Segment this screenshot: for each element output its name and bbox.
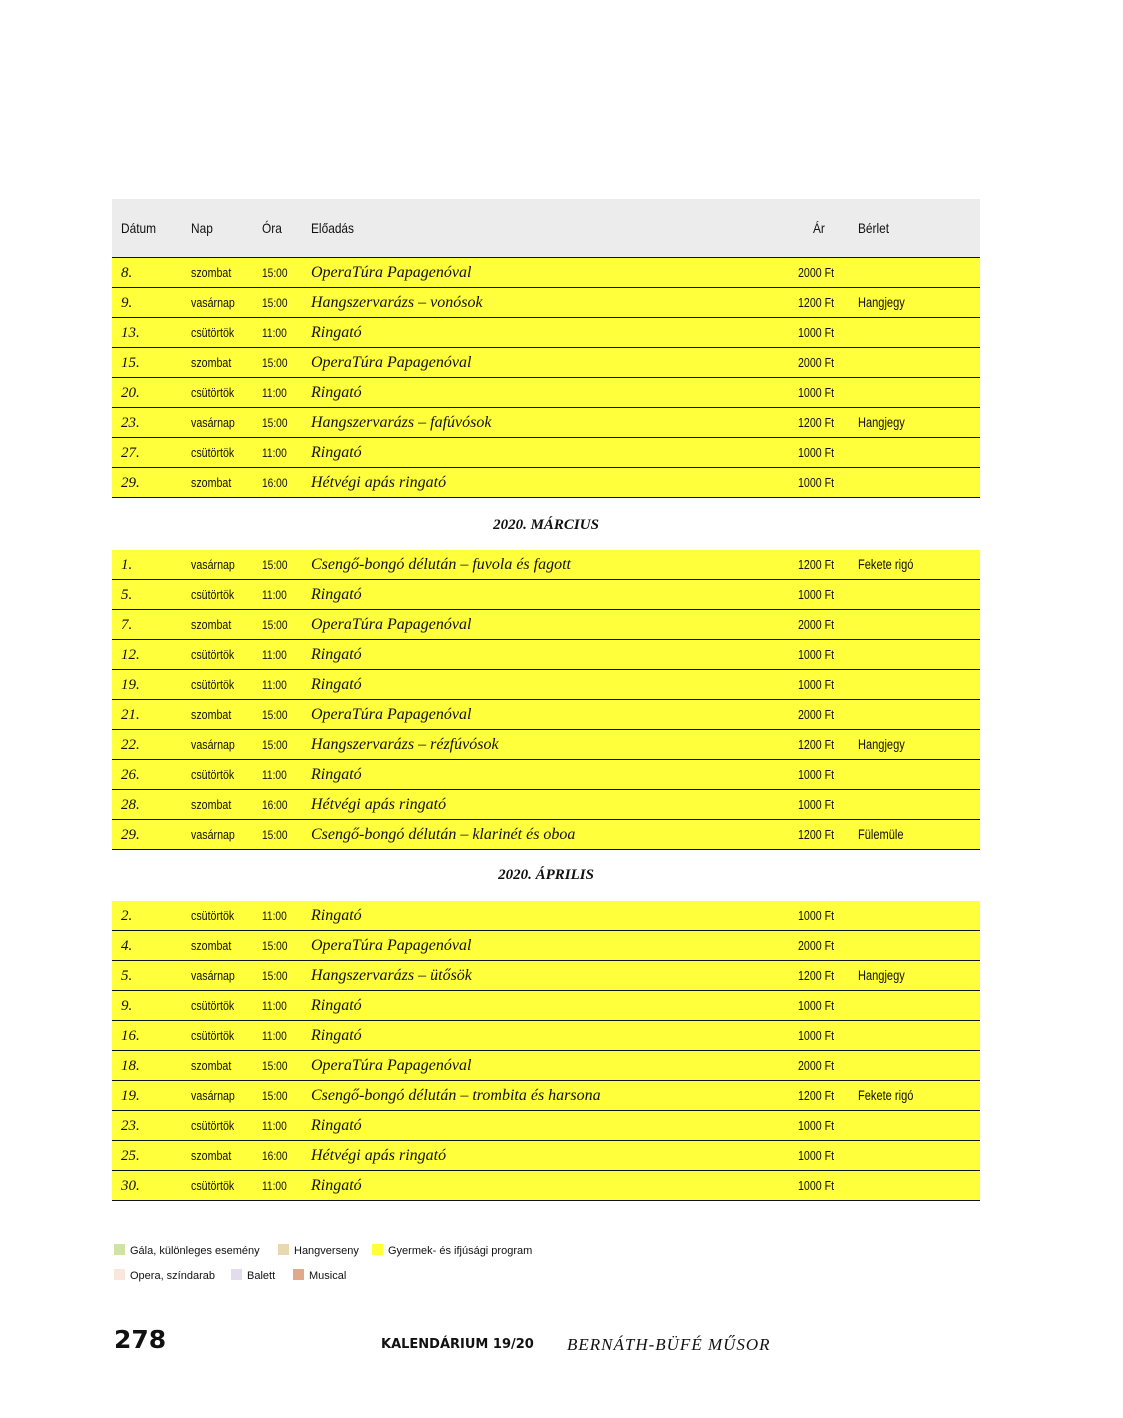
time-cell: 11:00 (262, 1119, 287, 1133)
title-cell: Hangszervarázs – vonósok (311, 294, 483, 311)
table-header (112, 199, 980, 258)
price-cell: 1000 Ft (798, 1029, 835, 1043)
legend-item (293, 1269, 346, 1282)
time-cell: 15:00 (262, 1089, 288, 1103)
time-cell: 11:00 (262, 1179, 287, 1193)
price-cell: 1200 Ft (798, 738, 835, 752)
header-pass: Bérlet (858, 220, 890, 236)
pass-cell: Hangjegy (858, 737, 905, 752)
header-price: Ár (813, 220, 825, 236)
date-cell: 5. (121, 587, 133, 603)
day-cell: vasárnap (191, 557, 235, 572)
title-cell: Ringató (311, 324, 362, 341)
pass-cell: Hangjegy (858, 968, 905, 983)
day-cell: szombat (191, 475, 232, 490)
legend-label: Musical (309, 1270, 347, 1282)
table-row (112, 408, 980, 438)
time-cell: 11:00 (262, 326, 287, 340)
day-cell: csütörtök (191, 1178, 235, 1193)
day-cell: csütörtök (191, 385, 235, 400)
table-row (112, 991, 980, 1021)
time-cell: 11:00 (262, 446, 287, 460)
table-row (112, 931, 980, 961)
day-cell: szombat (191, 707, 232, 722)
price-cell: 1000 Ft (798, 1119, 835, 1133)
day-cell: csütörtök (191, 1118, 235, 1133)
title-cell: Hétvégi apás ringató (311, 796, 447, 813)
day-cell: csütörtök (191, 587, 235, 602)
pass-cell: Hangjegy (858, 415, 905, 430)
price-cell: 1000 Ft (798, 648, 835, 662)
table-row (112, 348, 980, 378)
legend-item (114, 1269, 215, 1282)
title-cell: Ringató (311, 1177, 362, 1194)
table-row (112, 1051, 980, 1081)
date-cell: 27. (121, 445, 140, 461)
time-cell: 15:00 (262, 296, 288, 310)
pass-cell: Fekete rigó (858, 1088, 914, 1103)
table-row (112, 378, 980, 408)
time-cell: 15:00 (262, 356, 288, 370)
date-cell: 9. (121, 998, 133, 1014)
pass-cell: Fülemüle (858, 827, 904, 842)
month-heading-april: 2020. ÁPRILIS (498, 867, 594, 883)
price-cell: 1000 Ft (798, 326, 835, 340)
day-cell: szombat (191, 355, 232, 370)
table-row (112, 1021, 980, 1051)
title-cell: Csengő-bongó délután – klarinét és oboa (311, 826, 576, 843)
title-cell: OperaTúra Papagenóval (311, 354, 472, 371)
header-date: Dátum (121, 220, 157, 236)
time-cell: 16:00 (262, 476, 288, 490)
time-cell: 15:00 (262, 969, 288, 983)
price-cell: 2000 Ft (798, 266, 835, 280)
legend-label: Hangverseny (294, 1245, 359, 1257)
time-cell: 15:00 (262, 558, 288, 572)
title-cell: Hétvégi apás ringató (311, 474, 447, 491)
table-row (112, 700, 980, 730)
time-cell: 11:00 (262, 588, 287, 602)
title-cell: Ringató (311, 676, 362, 693)
date-cell: 13. (121, 325, 140, 341)
publication-name: KALENDÁRIUM 19/20 (381, 1337, 534, 1352)
date-cell: 29. (121, 475, 140, 491)
title-cell: Ringató (311, 586, 362, 603)
date-cell: 5. (121, 968, 133, 984)
header-day: Nap (191, 220, 213, 236)
price-cell: 1000 Ft (798, 1179, 835, 1193)
date-cell: 20. (121, 385, 140, 401)
price-cell: 1000 Ft (798, 588, 835, 602)
day-cell: csütörtök (191, 998, 235, 1013)
legend-swatch-opera (114, 1269, 125, 1280)
table-row (112, 288, 980, 318)
table-row (112, 258, 980, 288)
title-cell: Ringató (311, 997, 362, 1014)
title-cell: Csengő-bongó délután – trombita és harsona (311, 1087, 601, 1104)
title-cell: Ringató (311, 646, 362, 663)
day-cell: csütörtök (191, 1028, 235, 1043)
title-cell: Ringató (311, 444, 362, 461)
price-cell: 2000 Ft (798, 708, 835, 722)
price-cell: 1000 Ft (798, 1149, 835, 1163)
price-cell: 1200 Ft (798, 969, 835, 983)
title-cell: Ringató (311, 766, 362, 783)
day-cell: csütörtök (191, 767, 235, 782)
time-cell: 15:00 (262, 618, 288, 632)
price-cell: 2000 Ft (798, 1059, 835, 1073)
title-cell: Hangszervarázs – fafúvósok (311, 414, 492, 431)
title-cell: Ringató (311, 907, 362, 924)
title-cell: OperaTúra Papagenóval (311, 706, 472, 723)
table-row (112, 901, 980, 931)
legend-swatch-ballet (231, 1269, 242, 1280)
time-cell: 15:00 (262, 1059, 288, 1073)
time-cell: 15:00 (262, 416, 288, 430)
date-cell: 22. (121, 737, 140, 753)
legend-item (372, 1244, 532, 1257)
legend-label: Opera, színdarab (130, 1270, 215, 1282)
table-row (112, 790, 980, 820)
price-cell: 1200 Ft (798, 416, 835, 430)
time-cell: 15:00 (262, 266, 288, 280)
price-cell: 1000 Ft (798, 446, 835, 460)
date-cell: 23. (121, 1118, 140, 1134)
table-row (112, 670, 980, 700)
date-cell: 15. (121, 355, 140, 371)
date-cell: 25. (121, 1148, 140, 1164)
day-cell: vasárnap (191, 295, 235, 310)
schedule-march (112, 550, 980, 850)
day-cell: csütörtök (191, 647, 235, 662)
title-cell: OperaTúra Papagenóval (311, 264, 472, 281)
day-cell: szombat (191, 265, 232, 280)
date-cell: 28. (121, 797, 140, 813)
price-cell: 1200 Ft (798, 558, 835, 572)
legend-label: Gyermek- és ifjúsági program (388, 1245, 533, 1257)
date-cell: 7. (121, 617, 133, 633)
title-cell: Hétvégi apás ringató (311, 1147, 447, 1164)
title-cell: OperaTúra Papagenóval (311, 937, 472, 954)
date-cell: 2. (121, 908, 133, 924)
day-cell: vasárnap (191, 1088, 235, 1103)
table-row (112, 730, 980, 760)
title-cell: Hangszervarázs – ütősök (311, 967, 472, 984)
title-cell: Hangszervarázs – rézfúvósok (311, 736, 499, 753)
legend-label: Gála, különleges esemény (130, 1245, 260, 1257)
price-cell: 2000 Ft (798, 356, 835, 370)
table-row (112, 610, 980, 640)
pass-cell: Fekete rigó (858, 557, 914, 572)
price-cell: 1000 Ft (798, 999, 835, 1013)
section-name: BERNÁTH-BÜFÉ MŰSOR (567, 1335, 771, 1354)
table-row (112, 1111, 980, 1141)
date-cell: 4. (121, 938, 133, 954)
price-cell: 2000 Ft (798, 939, 835, 953)
month-heading-march: 2020. MÁRCIUS (493, 517, 599, 533)
date-cell: 9. (121, 295, 133, 311)
day-cell: vasárnap (191, 737, 235, 752)
date-cell: 19. (121, 1088, 140, 1104)
day-cell: szombat (191, 617, 232, 632)
day-cell: szombat (191, 1058, 232, 1073)
legend-swatch-gala (114, 1244, 125, 1255)
title-cell: OperaTúra Papagenóval (311, 616, 472, 633)
date-cell: 12. (121, 647, 140, 663)
legend-item (114, 1244, 260, 1257)
price-cell: 1000 Ft (798, 909, 835, 923)
time-cell: 11:00 (262, 909, 287, 923)
date-cell: 29. (121, 827, 140, 843)
price-cell: 1000 Ft (798, 678, 835, 692)
table-row (112, 961, 980, 991)
day-cell: csütörtök (191, 677, 235, 692)
pass-cell: Hangjegy (858, 295, 905, 310)
legend-item (278, 1244, 359, 1257)
time-cell: 16:00 (262, 798, 288, 812)
schedule-february (112, 258, 980, 498)
day-cell: szombat (191, 938, 232, 953)
price-cell: 1200 Ft (798, 828, 835, 842)
table-row (112, 640, 980, 670)
day-cell: szombat (191, 797, 232, 812)
legend-swatch-children (372, 1244, 383, 1255)
day-cell: vasárnap (191, 968, 235, 983)
time-cell: 11:00 (262, 768, 287, 782)
date-cell: 30. (121, 1178, 140, 1194)
day-cell: csütörtök (191, 908, 235, 923)
title-cell: Csengő-bongó délután – fuvola és fagott (311, 556, 571, 573)
time-cell: 11:00 (262, 678, 287, 692)
schedule-april (112, 901, 980, 1201)
title-cell: Ringató (311, 384, 362, 401)
time-cell: 15:00 (262, 708, 288, 722)
time-cell: 15:00 (262, 939, 288, 953)
price-cell: 1000 Ft (798, 476, 835, 490)
price-cell: 2000 Ft (798, 618, 835, 632)
price-cell: 1000 Ft (798, 386, 835, 400)
table-row (112, 820, 980, 850)
table-row (112, 550, 980, 580)
day-cell: csütörtök (191, 325, 235, 340)
title-cell: Ringató (311, 1027, 362, 1044)
price-cell: 1200 Ft (798, 1089, 835, 1103)
date-cell: 23. (121, 415, 140, 431)
table-row (112, 1171, 980, 1201)
table-row (112, 1141, 980, 1171)
title-cell: OperaTúra Papagenóval (311, 1057, 472, 1074)
header-time: Óra (262, 220, 282, 236)
date-cell: 16. (121, 1028, 140, 1044)
table-row (112, 1081, 980, 1111)
date-cell: 26. (121, 767, 140, 783)
title-cell: Ringató (311, 1117, 362, 1134)
date-cell: 21. (121, 707, 140, 723)
time-cell: 11:00 (262, 386, 287, 400)
day-cell: vasárnap (191, 827, 235, 842)
legend-label: Balett (247, 1270, 276, 1282)
day-cell: vasárnap (191, 415, 235, 430)
legend-swatch-concert (278, 1244, 289, 1255)
price-cell: 1200 Ft (798, 296, 835, 310)
table-row (112, 760, 980, 790)
legend-item (231, 1269, 275, 1282)
time-cell: 15:00 (262, 828, 288, 842)
date-cell: 1. (121, 557, 133, 573)
time-cell: 15:00 (262, 738, 288, 752)
date-cell: 8. (121, 265, 133, 281)
price-cell: 1000 Ft (798, 768, 835, 782)
price-cell: 1000 Ft (798, 798, 835, 812)
time-cell: 16:00 (262, 1149, 288, 1163)
header-title: Előadás (311, 220, 355, 236)
legend-swatch-musical (293, 1269, 304, 1280)
table-row (112, 318, 980, 348)
date-cell: 19. (121, 677, 140, 693)
time-cell: 11:00 (262, 648, 287, 662)
date-cell: 18. (121, 1058, 140, 1074)
time-cell: 11:00 (262, 999, 287, 1013)
time-cell: 11:00 (262, 1029, 287, 1043)
day-cell: csütörtök (191, 445, 235, 460)
day-cell: szombat (191, 1148, 232, 1163)
table-row (112, 468, 980, 498)
table-row (112, 580, 980, 610)
table-row (112, 438, 980, 468)
page-number: 278 (114, 1325, 167, 1354)
